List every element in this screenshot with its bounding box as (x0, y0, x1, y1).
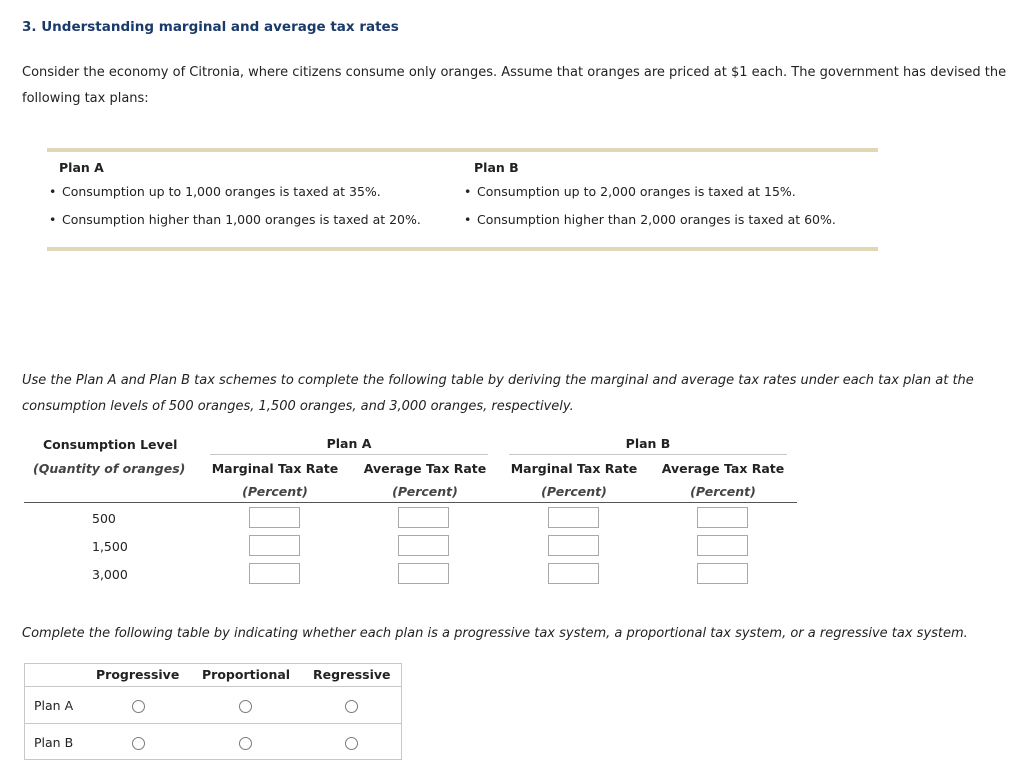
plan-a-bullet-2: • Consumption higher than 1,000 oranges is taxed at 20%. (47, 210, 447, 238)
plan-b-marginal-1500-input[interactable] (548, 535, 599, 556)
question-title: 3. Understanding marginal and average tax rates (22, 19, 399, 35)
plan-b-bullet-1: • Consumption up to 2,000 oranges is taxed at 15%. (462, 182, 872, 210)
plan-a-bullet-1: • Consumption up to 1,000 oranges is taxed at 35%. (47, 182, 447, 210)
plan-b-marginal-500-input[interactable] (548, 507, 599, 528)
plan-b-average-3000-input[interactable] (697, 563, 748, 584)
system-header-rule (25, 686, 401, 687)
plan-b-marginal-unit: (Percent) (541, 484, 607, 499)
plan-b-proportional-radio[interactable] (239, 737, 252, 750)
system-row-plan-a-label: Plan A (34, 698, 74, 713)
plan-a-header: Plan A (326, 436, 372, 451)
question-intro (22, 60, 1012, 112)
plan-a-marginal-500-input[interactable] (249, 507, 300, 528)
plan-b-average-unit: (Percent) (690, 484, 756, 499)
plan-a-regressive-radio[interactable] (345, 700, 358, 713)
plan-b-average-header: Average Tax Rate (661, 461, 785, 476)
plan-b-average-1500-input[interactable] (697, 535, 748, 556)
tax-system-table (24, 663, 402, 760)
plan-a-marginal-header: Marginal Tax Rate (211, 461, 339, 476)
plan-a-average-500-input[interactable] (398, 507, 449, 528)
plan-b-average-500-input[interactable] (697, 507, 748, 528)
plan-a-average-header: Average Tax Rate (363, 461, 487, 476)
plan-a-marginal-1500-input[interactable] (249, 535, 300, 556)
plan-b-progressive-radio[interactable] (132, 737, 145, 750)
table-header-rule (24, 502, 797, 503)
plan-b-title: Plan B (474, 160, 519, 175)
plan-a-average-3000-input[interactable] (398, 563, 449, 584)
system-row-plan-b-label: Plan B (34, 735, 74, 750)
plan-a-header-rule (210, 454, 488, 455)
plan-a-marginal-3000-input[interactable] (249, 563, 300, 584)
tax-plans-box (47, 148, 878, 251)
intro-line-2: following tax plans: (22, 91, 149, 106)
plan-b-description (462, 158, 872, 238)
table-instructions-line-2: consumption levels of 500 oranges, 1,500 oranges, and 3,000 oranges, respectively. (22, 399, 574, 414)
plan-a-average-1500-input[interactable] (398, 535, 449, 556)
row-label-1500: 1,500 (92, 539, 128, 554)
table-instructions (22, 368, 1012, 420)
system-instructions: Complete the following table by indicating whether each plan is a progressive tax system, a proportional tax system, or a regressive tax system. (22, 626, 968, 641)
plan-a-title: Plan A (59, 160, 104, 175)
proportional-header: Proportional (202, 667, 291, 682)
plans-bottom-rule (47, 247, 878, 251)
plan-a-proportional-radio[interactable] (239, 700, 252, 713)
plan-b-header: Plan B (625, 436, 671, 451)
progressive-header: Progressive (96, 667, 180, 682)
row-label-3000: 3,000 (92, 567, 128, 582)
consumption-level-header: Consumption Level (43, 437, 178, 452)
plan-a-progressive-radio[interactable] (132, 700, 145, 713)
plan-b-marginal-3000-input[interactable] (548, 563, 599, 584)
plan-b-bullet-2: • Consumption higher than 2,000 oranges is taxed at 60%. (462, 210, 872, 238)
plan-b-regressive-radio[interactable] (345, 737, 358, 750)
plan-b-marginal-header: Marginal Tax Rate (510, 461, 638, 476)
plan-b-header-rule (509, 454, 787, 455)
table-instructions-line-1: Use the Plan A and Plan B tax schemes to complete the following table by deriving the marginal and average tax rates under each tax plan at the (22, 373, 974, 388)
plans-top-rule (47, 148, 878, 152)
system-row-rule (25, 723, 401, 724)
regressive-header: Regressive (313, 667, 391, 682)
intro-line-1: Consider the economy of Citronia, where citizens consume only oranges. Assume that oranges are priced at $1 each. The government has devised the (22, 65, 1007, 80)
plan-a-description (47, 158, 447, 238)
plan-a-marginal-unit: (Percent) (242, 484, 308, 499)
plan-a-average-unit: (Percent) (392, 484, 458, 499)
row-label-500: 500 (92, 511, 116, 526)
consumption-level-subheader: (Quantity of oranges) (33, 461, 186, 476)
